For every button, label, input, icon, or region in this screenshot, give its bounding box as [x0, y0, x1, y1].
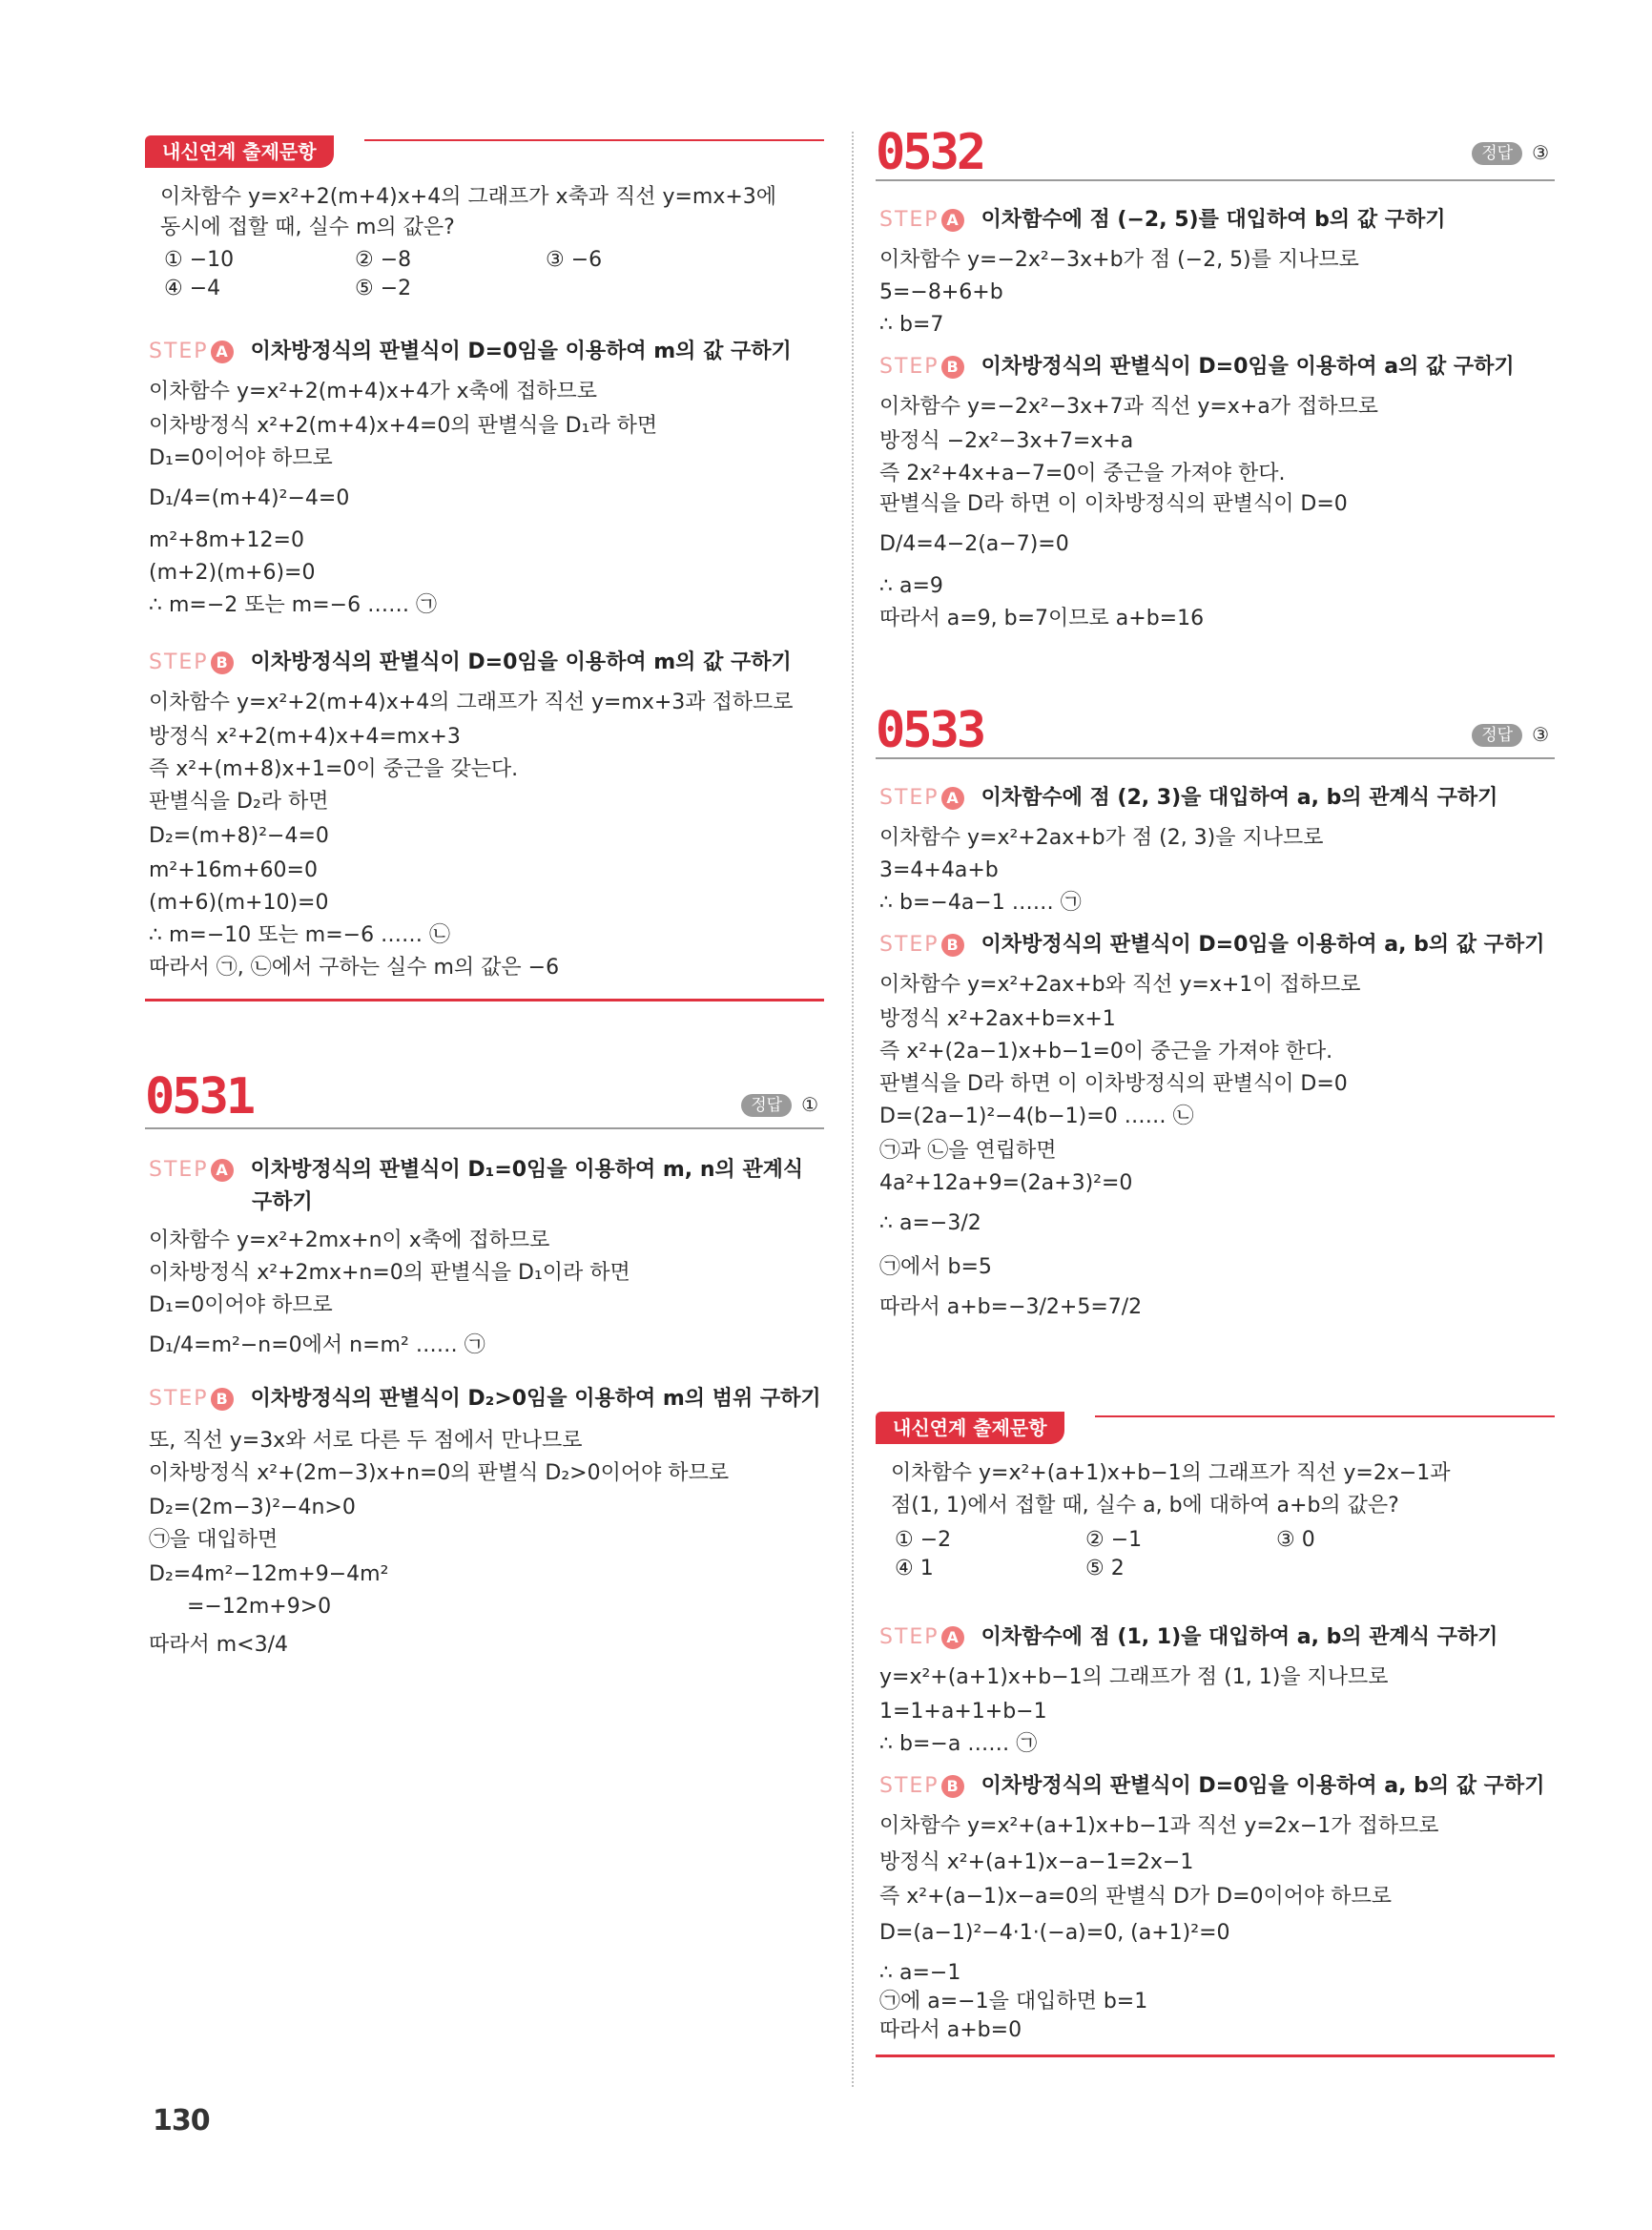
option: ② −8 — [355, 248, 412, 272]
solution-line: (m+6)(m+10)=0 — [149, 891, 329, 915]
solution-line: 방정식 x²+2(m+4)x+4=mx+3 — [149, 725, 461, 749]
options-row — [164, 275, 546, 303]
step-title: 이차방정식의 판별식이 D₁=0임을 이용하여 m, n의 관계식 — [250, 1158, 804, 1182]
section-end-rule — [876, 2054, 1555, 2057]
solution-line: 4a²+12a+9=(2a+3)²=0 — [879, 1171, 1133, 1195]
step-letter: A — [941, 1626, 964, 1649]
option: ⑤ −2 — [355, 277, 412, 300]
step-letter: B — [941, 356, 964, 379]
option: ⑤ 2 — [1085, 1557, 1125, 1580]
option: ④ 1 — [895, 1557, 934, 1580]
answer-value: ③ — [1532, 141, 1549, 164]
page-number: 130 — [153, 2104, 210, 2137]
solution-line: D₁/4=m²−n=0에서 n=m² …… ㉠ — [149, 1333, 485, 1357]
step-tag: STEP — [879, 933, 940, 957]
problem-text: 점(1, 1)에서 접할 때, 실수 a, b에 대하여 a+b의 값은? — [891, 1494, 1399, 1518]
solution-line: D/4=4−2(a−7)=0 — [879, 532, 1069, 556]
options-row — [895, 1555, 1276, 1583]
solution-line: 즉 x²+(2a−1)x+b−1=0이 중근을 가져야 한다. — [879, 1040, 1333, 1063]
solution-line: D₁/4=(m+4)²−4=0 — [149, 486, 350, 510]
solution-line: 따라서 a+b=−3/2+5=7/2 — [879, 1295, 1143, 1319]
step-title: 이차함수에 점 (2, 3)을 대입하여 a, b의 관계식 구하기 — [981, 786, 1498, 810]
step-title: 이차방정식의 판별식이 D=0임을 이용하여 a의 값 구하기 — [981, 355, 1515, 379]
solution-line: ∴ m=−2 또는 m=−6 …… ㉠ — [149, 593, 438, 617]
step-tag: STEP — [879, 355, 940, 379]
solution-line: 이차함수 y=x²+2ax+b와 직선 y=x+1이 접하므로 — [879, 973, 1361, 997]
step-letter: B — [211, 651, 234, 674]
solution-line: 또, 직선 y=3x와 서로 다른 두 점에서 만나므로 — [149, 1429, 583, 1453]
banner-rule — [364, 139, 824, 141]
question-number: 0533 — [876, 702, 984, 759]
solution-line: D₁=0이어야 하므로 — [149, 446, 333, 470]
step-heading — [149, 338, 792, 366]
step-letter: B — [941, 934, 964, 957]
solution-line: 이차방정식 x²+2mx+n=0의 판별식을 D₁이라 하면 — [149, 1261, 630, 1285]
step-heading — [879, 353, 1515, 382]
solution-line: =−12m+9>0 — [187, 1595, 332, 1619]
solution-line: 따라서 ㉠, ㉡에서 구하는 실수 m의 값은 −6 — [149, 956, 560, 980]
step-title: 이차함수에 점 (−2, 5)를 대입하여 b의 값 구하기 — [981, 208, 1446, 232]
step-tag: STEP — [879, 208, 940, 232]
step-letter: B — [211, 1388, 234, 1411]
solution-line: D=(a−1)²−4·1·(−a)=0, (a+1)²=0 — [879, 1921, 1230, 1945]
solution-line: D=(2a−1)²−4(b−1)=0 …… ㉡ — [879, 1105, 1194, 1128]
solution-line: 따라서 a+b=0 — [879, 2018, 1022, 2042]
step-title: 이차방정식의 판별식이 D=0임을 이용하여 a, b의 값 구하기 — [981, 933, 1545, 957]
question-rule — [876, 757, 1555, 759]
solution-line: m²+8m+12=0 — [149, 528, 304, 552]
solution-line: 1=1+a+1+b−1 — [879, 1700, 1047, 1724]
option: ② −1 — [1085, 1528, 1143, 1552]
question-number: 0532 — [876, 124, 984, 181]
solution-line: ∴ a=9 — [879, 574, 943, 598]
step-letter: B — [941, 1775, 964, 1798]
options-row — [895, 1526, 1467, 1555]
step-heading — [879, 1623, 1497, 1652]
step-title: 이차방정식의 판별식이 D=0임을 이용하여 m의 값 구하기 — [250, 340, 792, 363]
solution-line: 즉 x²+(m+8)x+1=0이 중근을 갖는다. — [149, 757, 519, 781]
solution-line: D₁=0이어야 하므로 — [149, 1293, 333, 1317]
solution-line: m²+16m+60=0 — [149, 858, 318, 882]
answer-badge — [1472, 139, 1549, 166]
solution-line: 따라서 a=9, b=7이므로 a+b=16 — [879, 607, 1205, 630]
solution-line: ∴ b=7 — [879, 313, 944, 337]
step-heading — [879, 784, 1497, 813]
step-tag: STEP — [149, 1387, 209, 1411]
solution-line: 즉 x²+(a−1)x−a=0의 판별식 D가 D=0이어야 하므로 — [879, 1885, 1393, 1909]
solution-line: ㉠을 대입하면 — [149, 1528, 279, 1552]
solution-line: y=x²+(a+1)x+b−1의 그래프가 점 (1, 1)을 지나므로 — [879, 1665, 1389, 1689]
solution-line: 방정식 x²+2ax+b=x+1 — [879, 1007, 1116, 1031]
step-heading — [879, 1772, 1544, 1801]
step-tag: STEP — [879, 1774, 940, 1798]
step-title: 이차방정식의 판별식이 D=0임을 이용하여 a, b의 값 구하기 — [981, 1774, 1545, 1798]
solution-line: 이차함수 y=−2x²−3x+b가 점 (−2, 5)를 지나므로 — [879, 248, 1359, 272]
solution-line: ∴ m=−10 또는 m=−6 …… ㉡ — [149, 923, 451, 947]
step-heading — [149, 649, 792, 677]
step-letter: A — [211, 341, 234, 363]
problem-text: 이차함수 y=x²+2(m+4)x+4의 그래프가 x축과 직선 y=mx+3에 — [160, 185, 777, 209]
solution-line: 방정식 −2x²−3x+7=x+a — [879, 429, 1134, 453]
solution-line: ∴ a=−3/2 — [879, 1211, 981, 1235]
question-number: 0531 — [145, 1068, 254, 1125]
step-tag: STEP — [879, 786, 940, 810]
solution-line: 방정식 x²+(a+1)x−a−1=2x−1 — [879, 1850, 1194, 1874]
solution-line: 판별식을 D₂라 하면 — [149, 790, 329, 814]
solution-line: ∴ a=−1 — [879, 1961, 961, 1985]
solution-line: 이차함수 y=−2x²−3x+7과 직선 y=x+a가 접하므로 — [879, 395, 1378, 419]
column-divider — [852, 132, 854, 2087]
step-tag: STEP — [879, 1625, 940, 1649]
step-tag: STEP — [149, 1158, 209, 1182]
options-row — [164, 246, 736, 275]
solution-line: 5=−8+6+b — [879, 280, 1003, 304]
step-heading — [879, 206, 1446, 235]
option: ① −2 — [895, 1528, 952, 1552]
question-rule — [876, 179, 1555, 181]
solution-line: 따라서 m<3/4 — [149, 1633, 289, 1657]
answer-label: 정답 — [1472, 724, 1522, 747]
step-title-cont: 구하기 — [252, 1190, 313, 1214]
step-heading — [879, 931, 1544, 960]
solution-line: D₂=4m²−12m+9−4m² — [149, 1562, 389, 1586]
answer-label: 정답 — [1472, 142, 1522, 165]
solution-line: 이차함수 y=x²+2(m+4)x+4의 그래프가 직선 y=mx+3과 접하므로 — [149, 691, 794, 714]
solution-line: D₂=(2m−3)²−4n>0 — [149, 1496, 356, 1519]
answer-badge — [1472, 721, 1549, 748]
step-tag: STEP — [149, 650, 209, 674]
solution-line: 이차함수 y=x²+2(m+4)x+4가 x축에 접하므로 — [149, 380, 597, 403]
section-end-rule — [145, 999, 824, 1001]
answer-badge — [741, 1091, 818, 1118]
step-title: 이차방정식의 판별식이 D=0임을 이용하여 m의 값 구하기 — [250, 650, 792, 674]
option: ③ −6 — [546, 248, 603, 272]
solution-line: D₂=(m+8)²−4=0 — [149, 824, 329, 848]
answer-value: ③ — [1532, 723, 1549, 746]
problem-text: 이차함수 y=x²+(a+1)x+b−1의 그래프가 직선 y=2x−1과 — [891, 1461, 1451, 1485]
solution-line: 이차함수 y=x²+2ax+b가 점 (2, 3)을 지나므로 — [879, 826, 1324, 850]
answer-label: 정답 — [741, 1094, 792, 1117]
step-title: 이차방정식의 판별식이 D₂>0임을 이용하여 m의 범위 구하기 — [250, 1387, 821, 1411]
step-letter: A — [941, 787, 964, 810]
solution-line: 이차함수 y=x²+2mx+n이 x축에 접하므로 — [149, 1229, 550, 1252]
solution-line: ∴ b=−4a−1 …… ㉠ — [879, 891, 1082, 915]
solution-line: 3=4+4a+b — [879, 858, 999, 882]
solution-line: ㉠과 ㉡을 연립하면 — [879, 1139, 1057, 1163]
solution-line: 즉 2x²+4x+a−7=0이 중근을 가져야 한다. — [879, 462, 1286, 485]
solution-line: 판별식을 D라 하면 이 이차방정식의 판별식이 D=0 — [879, 492, 1348, 516]
problem-banner: 내신연계 출제문항 — [876, 1412, 1064, 1444]
option: ③ 0 — [1276, 1528, 1315, 1552]
question-rule — [145, 1127, 824, 1129]
solution-line: 이차방정식 x²+2(m+4)x+4=0의 판별식을 D₁라 하면 — [149, 414, 658, 438]
solution-line: ㉠에서 b=5 — [879, 1255, 992, 1279]
step-title: 이차함수에 점 (1, 1)을 대입하여 a, b의 관계식 구하기 — [981, 1625, 1498, 1649]
step-heading — [149, 1156, 803, 1185]
option: ① −10 — [164, 248, 235, 272]
solution-line: ∴ b=−a …… ㉠ — [879, 1732, 1038, 1756]
problem-banner: 내신연계 출제문항 — [145, 135, 334, 168]
option: ④ −4 — [164, 277, 221, 300]
problem-text: 동시에 접할 때, 실수 m의 값은? — [160, 216, 455, 239]
step-letter: A — [941, 209, 964, 232]
step-tag: STEP — [149, 340, 209, 363]
solution-line: (m+2)(m+6)=0 — [149, 561, 316, 585]
solution-line: 이차함수 y=x²+(a+1)x+b−1과 직선 y=2x−1가 접하므로 — [879, 1814, 1439, 1838]
solution-line: 이차방정식 x²+(2m−3)x+n=0의 판별식 D₂>0이어야 하므로 — [149, 1461, 730, 1485]
answer-value: ① — [801, 1093, 818, 1116]
step-heading — [149, 1385, 821, 1414]
banner-rule — [1095, 1415, 1555, 1417]
solution-line: ㉠에 a=−1을 대입하면 b=1 — [879, 1990, 1148, 2013]
solution-line: 판별식을 D라 하면 이 이차방정식의 판별식이 D=0 — [879, 1072, 1348, 1096]
step-letter: A — [211, 1159, 234, 1182]
